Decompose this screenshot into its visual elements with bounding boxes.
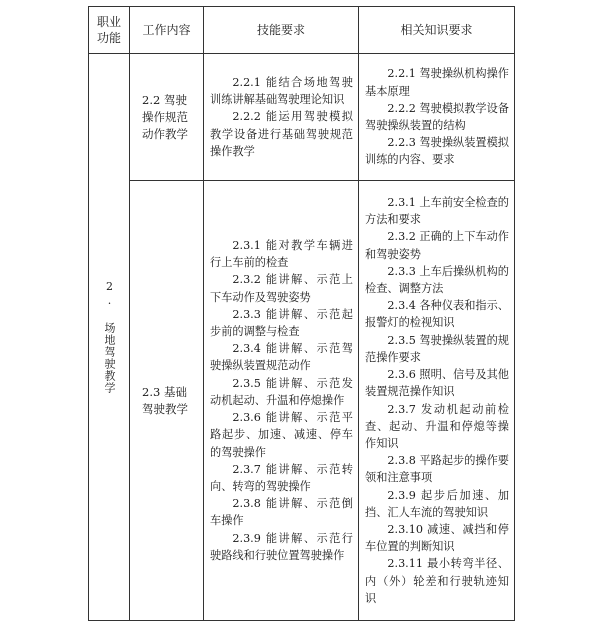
work-content-cell (130, 54, 204, 181)
knowledge-item: 2.2.2 驾驶模拟教学设备驾驶操纵装置的结构 (365, 101, 509, 132)
knowledge-item: 2.3.9 起步后加速、加挡、汇人车流的驾驶知识 (365, 488, 509, 519)
knowledge-item: 2.3.8 平路起步的操作要领和注意事项 (365, 454, 509, 485)
work-content-text: 2.2 驾驶操作规范动作教学 (142, 92, 188, 141)
skill-item: 2.2.2 能运用驾驶模拟教学设备进行基础驾驶规范操作教学 (210, 110, 353, 158)
skill-item: 2.3.7 能讲解、示范转向、转弯的驾驶操作 (210, 462, 353, 493)
skill-item: 2.3.8 能讲解、示范倒车操作 (210, 497, 353, 528)
knowledge-item: 2.3.2 正确的上下车动作和驾驶姿势 (365, 230, 509, 261)
knowledge-item: 2.3.1 上车前安全检查的方法和要求 (365, 196, 509, 227)
skill-item: 2.3.5 能讲解、示范发动机起动、升温和停熄操作 (210, 376, 353, 407)
skill-requirements-table (88, 6, 515, 621)
function-label: 2. 场地驾驶教学 (103, 280, 116, 394)
skill-item: 2.3.6 能讲解、示范平路起步、加速、减速、停车的驾驶操作 (210, 411, 353, 459)
knowledge-item: 2.3.5 驾驶操纵装置的规范操作要求 (365, 333, 509, 364)
header-row (89, 7, 515, 54)
knowledge-item: 2.3.11 最小转弯半径、内（外）轮差和行驶轨迹知识 (365, 557, 509, 605)
skill-cell (204, 181, 359, 621)
skill-item: 2.3.9 能讲解、示范行驶路线和行驶位置驾驶操作 (210, 531, 353, 562)
skill-item: 2.3.2 能讲解、示范上下车动作及驾驶姿势 (210, 273, 353, 304)
knowledge-item: 2.3.3 上车后操纵机构的检查、调整方法 (365, 264, 509, 296)
header-skill-requirements: 技能要求 (204, 7, 359, 54)
knowledge-item: 2.2.1 驾驶操纵机构操作基本原理 (365, 67, 509, 98)
work-content-cell (130, 181, 204, 621)
work-content-text: 2.3 基础驾驶教学 (142, 384, 188, 416)
header-work-content: 工作内容 (130, 7, 204, 54)
skill-item: 2.3.4 能讲解、示范驾驶操纵装置规范动作 (210, 342, 353, 373)
knowledge-cell (359, 181, 515, 621)
knowledge-item: 2.3.7 发动机起动前检查、起动、升温和停熄等操作知识 (365, 402, 509, 450)
knowledge-item: 2.3.10 减速、减挡和停车位置的判断知识 (365, 522, 509, 554)
knowledge-item: 2.2.3 驾驶操纵装置模拟训练的内容、要求 (365, 136, 509, 167)
skill-item: 2.2.1 能结合场地驾驶训练讲解基础驾驶理论知识 (210, 75, 353, 107)
header-function: 职业功能 (89, 7, 130, 54)
knowledge-cell (359, 54, 515, 181)
knowledge-item: 2.3.4 各种仪表和指示、报警灯的检视知识 (365, 299, 509, 330)
skill-item: 2.3.3 能讲解、示范起步前的调整与检查 (210, 307, 353, 339)
knowledge-item: 2.3.6 照明、信号及其他装置规范操作知识 (365, 368, 509, 399)
skill-cell (204, 54, 359, 181)
table-row (89, 54, 515, 181)
function-cell (89, 54, 130, 621)
header-knowledge-requirements: 相关知识要求 (359, 7, 515, 54)
skill-item: 2.3.1 能对教学车辆进行上车前的检查 (210, 239, 353, 270)
table-row (89, 181, 515, 621)
